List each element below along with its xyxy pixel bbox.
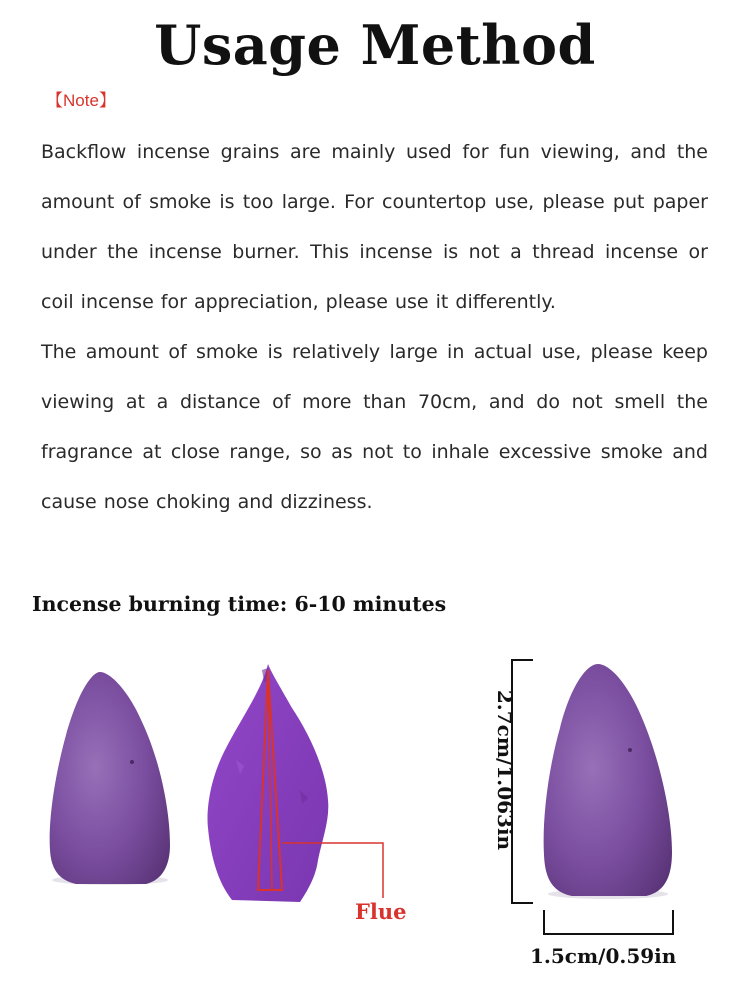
height-dimension-label: 2.7cm/1.063in — [493, 689, 517, 851]
incense-cross-section — [208, 664, 383, 902]
note-label: 【Note】 — [46, 91, 116, 110]
burn-time-heading: Incense burning time: 6-10 minutes — [32, 592, 447, 616]
page-title: Usage Method — [154, 13, 596, 77]
width-dimension-bracket — [544, 910, 673, 934]
usage-paragraph-2: The amount of smoke is relatively large in actual use, please keep viewing at a distance of more than 70cm, and do not smell the fragrance at close range, so as not to inhale excessive smoke and cause nose choking and dizziness. — [41, 341, 708, 513]
usage-description — [41, 127, 708, 527]
incense-cone-left — [50, 672, 170, 885]
width-dimension-label: 1.5cm/0.59in — [530, 944, 677, 968]
incense-cone-right — [544, 664, 672, 899]
flue-label: Flue — [355, 899, 407, 924]
usage-paragraph-1: Backflow incense grains are mainly used for fun viewing, and the amount of smoke is too large. For countertop use, please put paper under the incense burner. This incense is not a thread incense or coil incense for appreciation, please use it differently. — [41, 141, 708, 313]
